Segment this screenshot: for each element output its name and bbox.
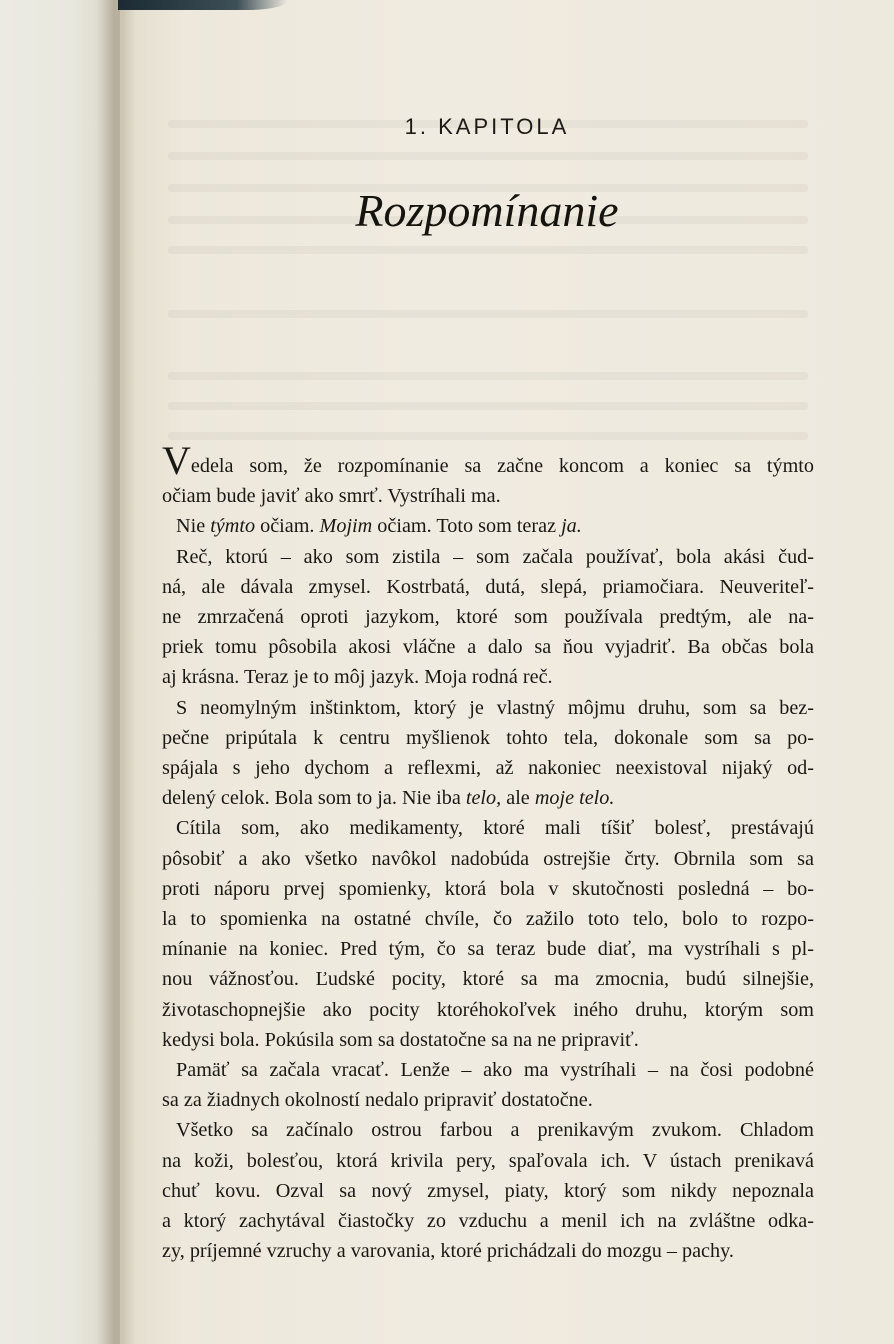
ghost-line [168,310,808,318]
text-line: očiam bude javiť ako smrť. Vystríhali ma. [162,485,501,508]
ghost-line [168,372,808,380]
text-line: delený celok. Bola som to ja. Nie iba telo, ale moje telo. [162,787,615,810]
text-line: ne zmrzačená oproti jazykom, ktoré som používala predtým, ale na- [162,606,814,629]
chapter-title: Rozpomínanie [355,185,619,236]
ghost-line [168,402,808,410]
text-line: aj krásna. Teraz je to môj jazyk. Moja rodná reč. [162,666,553,689]
text-line: priek tomu pôsobila akosi vláčne a dalo sa ňou vyjadriť. Ba občas bola [162,636,814,659]
text-line: proti náporu prvej spomienky, ktorá bola v skutočnosti posledná – bo- [162,877,814,900]
text-line: nou vážnosťou. Ľudské pocity, ktoré sa ma zmocnia, budú silnejšie, [162,968,814,991]
text-line: sa za žiadnych okolností nedalo pripraviť dostatočne. [162,1089,593,1112]
text-line: Všetko sa začínalo ostrou farbou a prenikavým zvukom. Chladom [176,1119,814,1142]
text-line: a ktorý zachytával čiastočky zo vzduchu a menil ich na zvláštne odka- [162,1210,814,1233]
text-line: zy, príjemné vzruchy a varovania, ktoré prichádzali do mozgu – pachy. [162,1240,734,1263]
text-line: pečne pripútala k centru myšlienok tohto tela, dokonale som sa po- [162,726,814,749]
emphasis: moje telo. [534,787,615,810]
emphasis: telo, [465,787,502,810]
ghost-line [168,152,808,160]
text-line: Pamäť sa začala vracať. Lenže – ako ma vystríhali – na čosi podobné [176,1059,814,1082]
emphasis: Mojim [319,515,373,538]
text-line: životaschopnejšie ako pocity ktoréhokoľvek iného druhu, ktorým som [162,998,814,1021]
drop-cap: V [162,438,191,483]
text-line: kedysi bola. Pokúsila som sa dostatočne sa na ne pripraviť. [162,1028,639,1051]
paragraph [162,1115,814,1266]
text-line: Reč, ktorú – ako som zistila – som začala používať, bola akási čud- [176,545,814,568]
text-line: chuť kovu. Ozval sa nový zmysel, piaty, ktorý som nikdy nepoznala [162,1179,814,1202]
paragraph [162,542,814,693]
emphasis: týmto [210,515,256,538]
text-line: S neomylným inštinktom, ktorý je vlastný môjmu druhu, som sa bez- [176,696,814,719]
text-line: spájala s jeho dychom a reflexmi, až nakoniec neexistoval nijaký od- [162,757,814,780]
paragraph [162,693,814,814]
paragraph [162,1055,814,1115]
text-line: Cítila som, ako medikamenty, ktoré mali tíšiť bolesť, prestávajú [176,817,814,840]
emphasis: ja. [561,515,582,538]
text-line: la to spomienka na ostatné chvíle, čo zažilo toto telo, bolo to rozpo- [162,908,814,931]
text-line: Vedela som, že rozpomínanie sa začne koncom a koniec sa týmto [162,438,814,483]
text-line: na koži, bolesťou, ktorá krivila pery, spaľovala ich. V ústach prenikavá [162,1149,814,1172]
chapter-number: 1. KAPITOLA [404,114,570,139]
book-cover-edge [118,0,288,10]
text-line: ná, ale dávala zmysel. Kostrbatá, dutá, slepá, priamočiara. Neuveriteľ- [162,575,814,598]
chapter-body [162,438,814,1266]
paragraph [162,511,814,541]
text-line: Nie týmto očiam. Mojim očiam. Toto som teraz ja. [176,515,582,538]
text-line: pôsobiť a ako všetko navôkol nadobúda ostrejšie črty. Obrnila som sa [162,847,814,870]
text-line: mínanie na koniec. Pred tým, čo sa teraz bude diať, ma vystríhali s pl- [162,938,814,961]
paragraph [162,438,814,511]
paragraph [162,813,814,1055]
ghost-line [168,432,808,440]
ghost-line [168,246,808,254]
